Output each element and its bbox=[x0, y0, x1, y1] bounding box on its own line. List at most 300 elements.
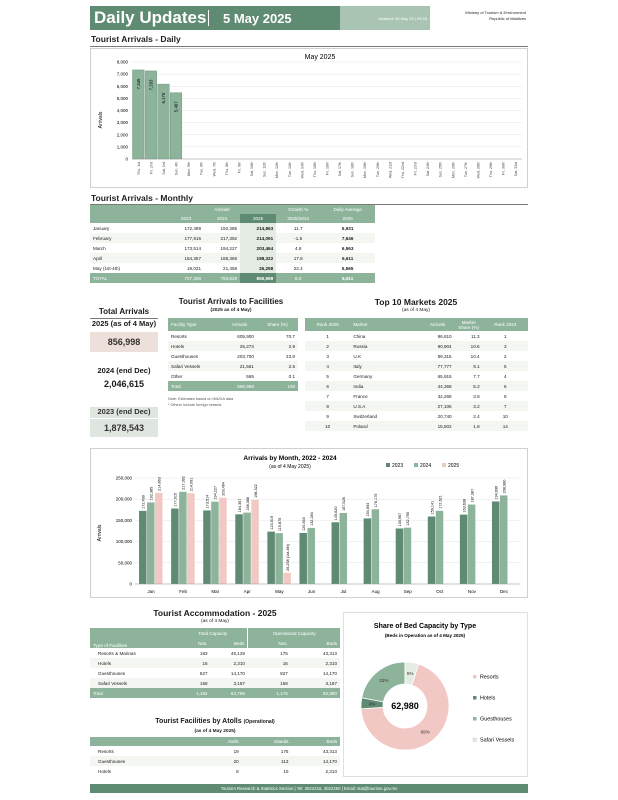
daily-y-axis-label: Arrivals bbox=[98, 111, 104, 129]
bar-value-label: 194,696 bbox=[494, 485, 499, 500]
arrivals-2024-cell: 217,392 bbox=[204, 233, 240, 243]
total-nos: 1,184 bbox=[178, 688, 211, 698]
y-tick-label: 2,000 bbox=[116, 132, 128, 138]
legend-label: 2023 bbox=[392, 463, 404, 469]
atolls-cell: 8 bbox=[236, 768, 239, 774]
arrivals-2023-cell: 172,499 bbox=[184, 225, 202, 231]
rank-cell: 2 bbox=[305, 341, 350, 351]
table-row bbox=[90, 243, 375, 253]
arrivals-cell: 27,106 bbox=[420, 401, 454, 411]
market-cell: U.K bbox=[353, 353, 362, 359]
rank-2024-cell: 6 bbox=[483, 381, 528, 391]
arrivals-cell: 21,561 bbox=[222, 361, 257, 371]
table-row bbox=[90, 233, 375, 243]
x-tick-label: Tue, 27th bbox=[463, 162, 468, 178]
facilities-note: Note: Estimates based on IMUGA data bbox=[168, 397, 234, 401]
slice-percent-label: 22% bbox=[379, 678, 389, 684]
arrivals-2024-cell: 192,385 bbox=[220, 225, 238, 231]
share-cell: 2.9 bbox=[257, 341, 298, 351]
arrivals-2024-cell: 194,227 bbox=[220, 245, 238, 251]
x-tick-label: Dec bbox=[499, 589, 508, 594]
rank-2024-cell: 2 bbox=[504, 353, 507, 359]
legend-label: 2025 bbox=[448, 463, 460, 469]
total-nos-cell: 183 bbox=[199, 650, 208, 656]
bar-2023 bbox=[299, 533, 307, 584]
col-total-capacity: Total Capacity bbox=[178, 628, 248, 639]
x-tick-label: Sat, 31st bbox=[514, 162, 519, 177]
table-row bbox=[90, 766, 340, 776]
rank-cell: 6 bbox=[305, 381, 350, 391]
daily-avg-cell: 7,646 bbox=[320, 233, 375, 243]
bar-2024 bbox=[211, 502, 219, 584]
market-cell: Poland bbox=[350, 421, 420, 431]
arrivals-cell: 89,315 bbox=[437, 353, 452, 359]
y-tick-label: 6,000 bbox=[116, 83, 128, 89]
report-date: 5 May 2025 bbox=[223, 10, 292, 26]
growth-cell: 11.7 bbox=[293, 225, 303, 231]
arrivals-2023-cell: 173,514 bbox=[184, 245, 202, 251]
bar-2024 bbox=[307, 528, 315, 584]
page-title: Daily Updates bbox=[94, 8, 207, 27]
total-nos-cell: 158 bbox=[178, 678, 211, 688]
x-tick-label: Wed, 28th bbox=[476, 162, 481, 179]
atolls-title: Tourist Facilities by Atolls (Operational) bbox=[155, 718, 275, 725]
bed-capacity-donut-chart bbox=[343, 612, 528, 777]
col-rank-2024: Rank 2024 bbox=[483, 318, 528, 331]
share-cell: 70.7 bbox=[286, 333, 295, 339]
bar-2023 bbox=[139, 511, 147, 584]
facility-cell: Other bbox=[171, 373, 183, 379]
bar-value-label: 177,915 bbox=[173, 492, 178, 507]
bar-2024 bbox=[500, 495, 508, 584]
bar-value-label: 119,875 bbox=[277, 517, 282, 532]
daily-avg-cell: 6,563 bbox=[341, 245, 354, 251]
bar-value-label: 145,620 bbox=[334, 506, 339, 521]
facility-cell: Hotels bbox=[168, 341, 222, 351]
legend-swatch-2024 bbox=[414, 463, 418, 467]
bar-2023 bbox=[364, 518, 372, 584]
bar-2023 bbox=[171, 509, 179, 584]
rank-2024-cell: 5 bbox=[483, 361, 528, 371]
rank-cell: 7 bbox=[326, 393, 329, 399]
x-tick-label: Sat, 24th bbox=[426, 162, 431, 177]
share-cell: 2.5 bbox=[257, 361, 298, 371]
y-tick-label: 200,000 bbox=[115, 496, 132, 502]
beds-cell: 2,310 bbox=[325, 768, 337, 774]
facilities-footnote: * Others include foreign vessels bbox=[168, 403, 222, 407]
x-tick-label: Tue, 13th bbox=[287, 162, 292, 178]
table-row bbox=[90, 658, 340, 668]
share-cell: 11.3 bbox=[471, 333, 480, 339]
bar-2023 bbox=[428, 517, 436, 584]
facilities-subtitle: (2025 as of 4 May) bbox=[210, 308, 252, 313]
rank-cell: 4 bbox=[305, 361, 350, 371]
facility-cell: Resorts & Marinas bbox=[98, 650, 136, 656]
x-tick-label: May bbox=[275, 589, 284, 594]
x-tick-label: Thu, 22nd bbox=[400, 162, 405, 179]
col-2024: 2024 bbox=[204, 214, 240, 223]
x-tick-label: Fri, 23rd bbox=[413, 162, 418, 176]
share-cell: 3.8 bbox=[473, 393, 480, 399]
facility-cell: Resorts bbox=[98, 748, 114, 754]
y-tick-label: 100,000 bbox=[115, 539, 132, 545]
markets-title: Top 10 Markets 2025 bbox=[374, 297, 458, 307]
facility-cell: Guesthouses bbox=[171, 353, 199, 359]
bar-value-label: 192,385 bbox=[149, 486, 154, 501]
x-tick-label: Sun, 4th bbox=[174, 162, 179, 176]
arrivals-cell: 565 bbox=[246, 373, 254, 379]
month-cell: April bbox=[90, 253, 168, 263]
table-row bbox=[305, 421, 528, 431]
oper-beds-cell: 43,313 bbox=[322, 650, 337, 656]
col-2023: 2023 bbox=[168, 214, 204, 223]
bar-2024 bbox=[468, 505, 476, 584]
facility-cell: Hotels bbox=[90, 658, 178, 668]
arrivals-cell: 32,268 bbox=[437, 393, 452, 399]
daily-avg-cell: 6,565 bbox=[341, 265, 354, 271]
bar-2025 bbox=[283, 573, 291, 584]
share-cell: 9.1 bbox=[455, 361, 483, 371]
x-tick-label: Wed, 14th bbox=[300, 162, 305, 179]
x-tick-label: Mon, 19th bbox=[363, 162, 368, 178]
arrivals-2024-cell: 21,458 bbox=[223, 265, 238, 271]
total-beds-cell: 45,129 bbox=[230, 650, 245, 656]
col-facility-type: Facility Type bbox=[168, 318, 222, 331]
facility-cell: Guesthouses bbox=[98, 670, 126, 676]
month-cell: March bbox=[93, 245, 106, 251]
monthly-arrivals-table bbox=[90, 205, 375, 283]
x-tick-label: Jun bbox=[307, 589, 316, 594]
section-divider bbox=[90, 46, 528, 47]
oper-nos-cell: 16 bbox=[248, 658, 291, 668]
col-facility-type: Type of Facilities bbox=[90, 628, 178, 648]
header-banner bbox=[90, 6, 528, 30]
rank-cell: 3 bbox=[326, 353, 329, 359]
oper-beds-cell: 14,170 bbox=[322, 670, 337, 676]
x-tick-label: Mar bbox=[211, 589, 220, 594]
bar-value-label: 6,179 bbox=[160, 92, 166, 104]
x-tick-label: Sat, 17th bbox=[338, 161, 343, 177]
bar-value-label: 173,514 bbox=[205, 494, 210, 509]
label-2023: 2023 (end Dec) bbox=[90, 407, 158, 418]
total-beds-cell: 3,187 bbox=[211, 678, 248, 688]
atolls-table bbox=[90, 737, 340, 776]
table-row bbox=[90, 648, 340, 658]
daily-avg-cell: 6,931 bbox=[341, 225, 354, 231]
col-growth: Growth % bbox=[276, 205, 320, 214]
accommodation-table bbox=[90, 628, 340, 698]
total-beds-cell: 14,170 bbox=[230, 670, 245, 676]
col-islands: Islands bbox=[242, 737, 292, 746]
facility-cell: Safari Vessels bbox=[168, 361, 222, 371]
legend-label: Hotels bbox=[480, 695, 496, 702]
accommodation-title: Tourist Accommodation - 2025 bbox=[153, 608, 277, 618]
x-tick-label: Mon, 12th bbox=[275, 162, 280, 178]
table-row bbox=[305, 381, 528, 391]
market-cell: U.S.A bbox=[350, 401, 420, 411]
col-nos: Nos. bbox=[248, 639, 291, 648]
x-tick-label: Oct bbox=[436, 589, 444, 594]
islands-cell: 10 bbox=[283, 768, 289, 774]
month-cell: May (1st-4th) bbox=[93, 265, 121, 271]
table-total-row bbox=[90, 273, 375, 283]
table-row bbox=[305, 331, 528, 341]
table-row bbox=[168, 361, 298, 371]
legend-swatch bbox=[473, 738, 477, 742]
rank-cell: 5 bbox=[326, 373, 329, 379]
monthly-chart-title: Arrivals by Month, 2022 - 2024 bbox=[243, 455, 337, 462]
daily-arrivals-chart bbox=[90, 48, 528, 188]
arrivals-2025-cell: 198,322 bbox=[240, 253, 276, 263]
x-tick-label: Mon, 5th bbox=[187, 162, 192, 176]
x-tick-label: Fri, 2nd bbox=[149, 162, 154, 175]
growth-cell: -1.5 bbox=[276, 233, 320, 243]
col-market: Market bbox=[350, 318, 420, 331]
beds-cell: 14,170 bbox=[291, 756, 340, 766]
arrivals-cell: 25,273 bbox=[222, 341, 257, 351]
share-cell: 1.8 bbox=[455, 421, 483, 431]
share-cell: 7.7 bbox=[473, 373, 480, 379]
rank-2024-cell: 1 bbox=[504, 333, 507, 339]
y-tick-label: 250,000 bbox=[115, 475, 132, 481]
y-tick-label: 0 bbox=[125, 156, 128, 162]
table-row bbox=[305, 411, 528, 421]
table-row bbox=[90, 756, 340, 766]
x-tick-label: Wed, 21st bbox=[388, 162, 393, 179]
bar-2024 bbox=[372, 509, 380, 584]
bar-2024 bbox=[436, 511, 444, 584]
y-tick-label: 0 bbox=[129, 581, 132, 587]
bar-2025 bbox=[187, 493, 195, 584]
share-cell: 10.4 bbox=[470, 353, 480, 359]
x-tick-label: Fri, 16th bbox=[325, 162, 330, 176]
x-tick-label: Aug bbox=[371, 589, 380, 594]
legend-swatch bbox=[473, 696, 477, 700]
accommodation-subtitle: (as of 4 May) bbox=[201, 619, 229, 624]
rank-cell: 1 bbox=[326, 333, 329, 339]
growth-cell: 22.4 bbox=[293, 265, 303, 271]
bar-2024 bbox=[179, 492, 187, 584]
label-2024: 2024 (end Dec) bbox=[97, 366, 151, 375]
y-tick-label: 3,000 bbox=[116, 120, 128, 126]
total-beds: 64,796 bbox=[211, 688, 248, 698]
arrivals-cell: 65,915 bbox=[437, 373, 452, 379]
market-cell: Russia bbox=[350, 341, 420, 351]
market-cell: Switzerland bbox=[353, 413, 378, 419]
bar-value-label: 132,795 bbox=[406, 511, 411, 526]
legend-label: Resorts bbox=[480, 674, 499, 681]
col-arrivals: Arrivals bbox=[222, 318, 257, 331]
bar-value-label: 5,467 bbox=[173, 101, 179, 113]
rank-cell: 9 bbox=[326, 413, 329, 419]
total-beds-cell: 2,310 bbox=[211, 658, 248, 668]
bar-value-label: 198,322 bbox=[253, 484, 258, 498]
bar-value-label: 164,357 bbox=[237, 498, 242, 513]
oper-beds-cell: 2,310 bbox=[291, 658, 340, 668]
x-tick-label: Sun, 18th bbox=[350, 162, 355, 178]
arrivals-2023-cell: 19,021 bbox=[186, 265, 202, 271]
bar-2024 bbox=[275, 533, 283, 584]
arrivals-cell: 96,610 bbox=[437, 333, 452, 339]
table-row bbox=[305, 341, 528, 351]
growth-cell: 4.8 bbox=[295, 245, 302, 251]
rank-2024-cell: 10 bbox=[502, 413, 508, 419]
total-2024: 793,828 bbox=[204, 273, 240, 283]
total-2023: 707,306 bbox=[168, 273, 204, 283]
total-2025: 856,998 bbox=[240, 273, 276, 283]
x-tick-label: Thu, 15th bbox=[312, 162, 317, 178]
bar-value-label: 194,227 bbox=[213, 485, 218, 500]
table-row bbox=[168, 351, 298, 361]
bar-value-label: 163,638 bbox=[462, 498, 467, 513]
table-row bbox=[90, 746, 340, 756]
bar-2023 bbox=[492, 501, 500, 584]
monthly-y-axis-label: Arrivals bbox=[97, 524, 103, 542]
bar-value-label: 123,519 bbox=[269, 515, 274, 530]
bar-value-label: 214,863 bbox=[157, 477, 162, 491]
ministry-name: Ministry of Tourism & Environment bbox=[465, 10, 526, 15]
y-tick-label: 4,000 bbox=[116, 108, 128, 113]
bedshare-title: Share of Bed Capacity by Type bbox=[373, 623, 477, 630]
ministry-country: Republic of Maldives bbox=[489, 16, 526, 21]
share-cell: 2.4 bbox=[473, 413, 480, 419]
monthly-chart-subtitle: (as of 4 May 2025) bbox=[269, 464, 311, 470]
arrivals-2024-cell: 168,366 bbox=[204, 253, 240, 263]
y-tick-label: 7,000 bbox=[116, 71, 128, 77]
atolls-cell: 19 bbox=[233, 748, 239, 754]
x-tick-label: Nov bbox=[467, 589, 476, 594]
bar-value-label: 172,499 bbox=[141, 495, 146, 509]
x-tick-label: Thu, 29th bbox=[489, 162, 494, 178]
arrivals-cell: 20,740 bbox=[437, 413, 452, 419]
oper-beds: 62,980 bbox=[291, 688, 340, 698]
value-2023: 1,878,543 bbox=[90, 419, 158, 437]
arrivals-cell: 77,777 bbox=[420, 361, 454, 371]
total-nos-cell: 16 bbox=[178, 658, 211, 668]
x-tick-label: Thu, 1st bbox=[136, 162, 141, 175]
growth-cell: 17.8 bbox=[276, 253, 320, 263]
total-daily-avg: 6,911 bbox=[320, 273, 375, 283]
donut-center-total: 62,980 bbox=[391, 701, 419, 711]
col-market-share: Market Share (%) bbox=[455, 318, 483, 331]
bar-2023 bbox=[396, 528, 404, 584]
updated-stamp: Updated: 06 May 25 | 09:28 bbox=[340, 6, 430, 30]
arrivals-cell: 15,502 bbox=[420, 421, 454, 431]
arrivals-2025-cell: 203,464 bbox=[240, 243, 276, 253]
table-row bbox=[305, 401, 528, 411]
monthly-section-title: Tourist Arrivals - Monthly bbox=[91, 193, 194, 203]
market-cell: Germany bbox=[353, 373, 373, 379]
bar-value-label: 132,284 bbox=[309, 512, 314, 526]
bar-2023 bbox=[203, 510, 211, 584]
x-tick-label: Feb bbox=[179, 589, 188, 594]
arrivals-2023-cell: 164,357 bbox=[168, 253, 204, 263]
arrivals-2025-cell: 26,258 bbox=[240, 263, 276, 273]
bar-value-label: 214,091 bbox=[189, 477, 194, 492]
arrivals-cell: 203,700 bbox=[237, 353, 254, 359]
oper-nos-cell: 827 bbox=[280, 670, 288, 676]
rank-cell: 8 bbox=[305, 401, 350, 411]
col-arrivals: Arrivals bbox=[168, 205, 276, 214]
header-divider bbox=[208, 10, 209, 26]
bar-2023 bbox=[332, 522, 340, 584]
bar-value-label: 120,363 bbox=[301, 517, 306, 531]
col-operational-capacity: Operational Capacity bbox=[248, 628, 340, 639]
legend-swatch-2023 bbox=[386, 463, 390, 467]
total-label: Total bbox=[90, 688, 178, 698]
bedshare-subtitle: (Beds in Operation as of 4 May 2025) bbox=[384, 633, 466, 638]
x-tick-label: Tue, 20th bbox=[375, 162, 380, 178]
x-tick-label: Mon, 26th bbox=[451, 162, 456, 178]
oper-nos-cell: 158 bbox=[248, 678, 291, 688]
bar-value-label: 203,464 bbox=[221, 481, 226, 496]
x-tick-label: Wed, 7th bbox=[212, 162, 217, 177]
atolls-cell: 20 bbox=[200, 756, 242, 766]
y-tick-label: 5,000 bbox=[116, 95, 128, 101]
oper-nos-cell: 175 bbox=[280, 650, 288, 656]
table-row bbox=[305, 361, 528, 371]
legend-swatch bbox=[473, 717, 477, 721]
legend-label: 2024 bbox=[420, 463, 432, 469]
table-row bbox=[305, 391, 528, 401]
share-cell: 23.8 bbox=[286, 353, 295, 359]
table-row bbox=[90, 668, 340, 678]
slice-percent-label: 69% bbox=[420, 729, 430, 735]
x-tick-label: Sat, 10th bbox=[250, 162, 255, 177]
bar-value-label: 172,621 bbox=[438, 495, 443, 509]
bar-value-label: 7,263 bbox=[148, 79, 154, 91]
x-tick-label: Tue, 6th bbox=[199, 162, 204, 176]
arrivals-cell: 44,368 bbox=[420, 381, 454, 391]
facility-cell: Resorts bbox=[171, 333, 187, 339]
daily-chart-title: May 2025 bbox=[304, 54, 336, 61]
col-rank-2025: Rank 2025 bbox=[305, 318, 350, 331]
rank-2024-cell: 14 bbox=[483, 421, 528, 431]
total-share: 100 bbox=[257, 381, 298, 391]
x-tick-label: Jul bbox=[340, 589, 347, 594]
share-cell: 3.2 bbox=[455, 401, 483, 411]
rank-2024-cell: 4 bbox=[504, 373, 507, 379]
markets-subtitle: (as of 4 May) bbox=[402, 308, 430, 313]
rank-2024-cell: 3 bbox=[483, 341, 528, 351]
month-cell: February bbox=[90, 233, 168, 243]
bar-2025 bbox=[219, 498, 227, 584]
bar-value-label: 187,387 bbox=[470, 488, 475, 503]
table-row bbox=[90, 263, 375, 273]
total-growth: 8.0 bbox=[276, 273, 320, 283]
market-cell: China bbox=[353, 333, 366, 339]
facilities-title: Tourist Arrivals to Facilities bbox=[178, 297, 284, 306]
islands-cell: 113 bbox=[242, 756, 292, 766]
legend-swatch-2025 bbox=[442, 463, 446, 467]
share-cell: 0.1 bbox=[288, 373, 295, 379]
arrivals-cell: 605,900 bbox=[237, 333, 254, 339]
bar-2024 bbox=[340, 513, 348, 584]
arrivals-cell: 90,904 bbox=[420, 341, 454, 351]
legend-label: Guesthouses bbox=[480, 716, 512, 723]
facility-cell: Safari Vessels bbox=[90, 678, 178, 688]
footer-contact: Tourism Research & Statistics Section | Tel: 3022216, 3022250 | Email: stat@tourism.gov.mv bbox=[90, 784, 528, 793]
bar-value-label: 130,967 bbox=[398, 512, 403, 527]
col-arrivals: Arrivals bbox=[420, 318, 454, 331]
rank-cell: 10 bbox=[305, 421, 350, 431]
table-row bbox=[90, 678, 340, 688]
month-cell: January bbox=[93, 225, 110, 231]
y-tick-label: 1,000 bbox=[116, 144, 128, 150]
rank-2024-cell: 8 bbox=[504, 393, 507, 399]
col-daily-avg: Daily Average bbox=[320, 205, 375, 214]
top-markets-table bbox=[305, 318, 528, 431]
